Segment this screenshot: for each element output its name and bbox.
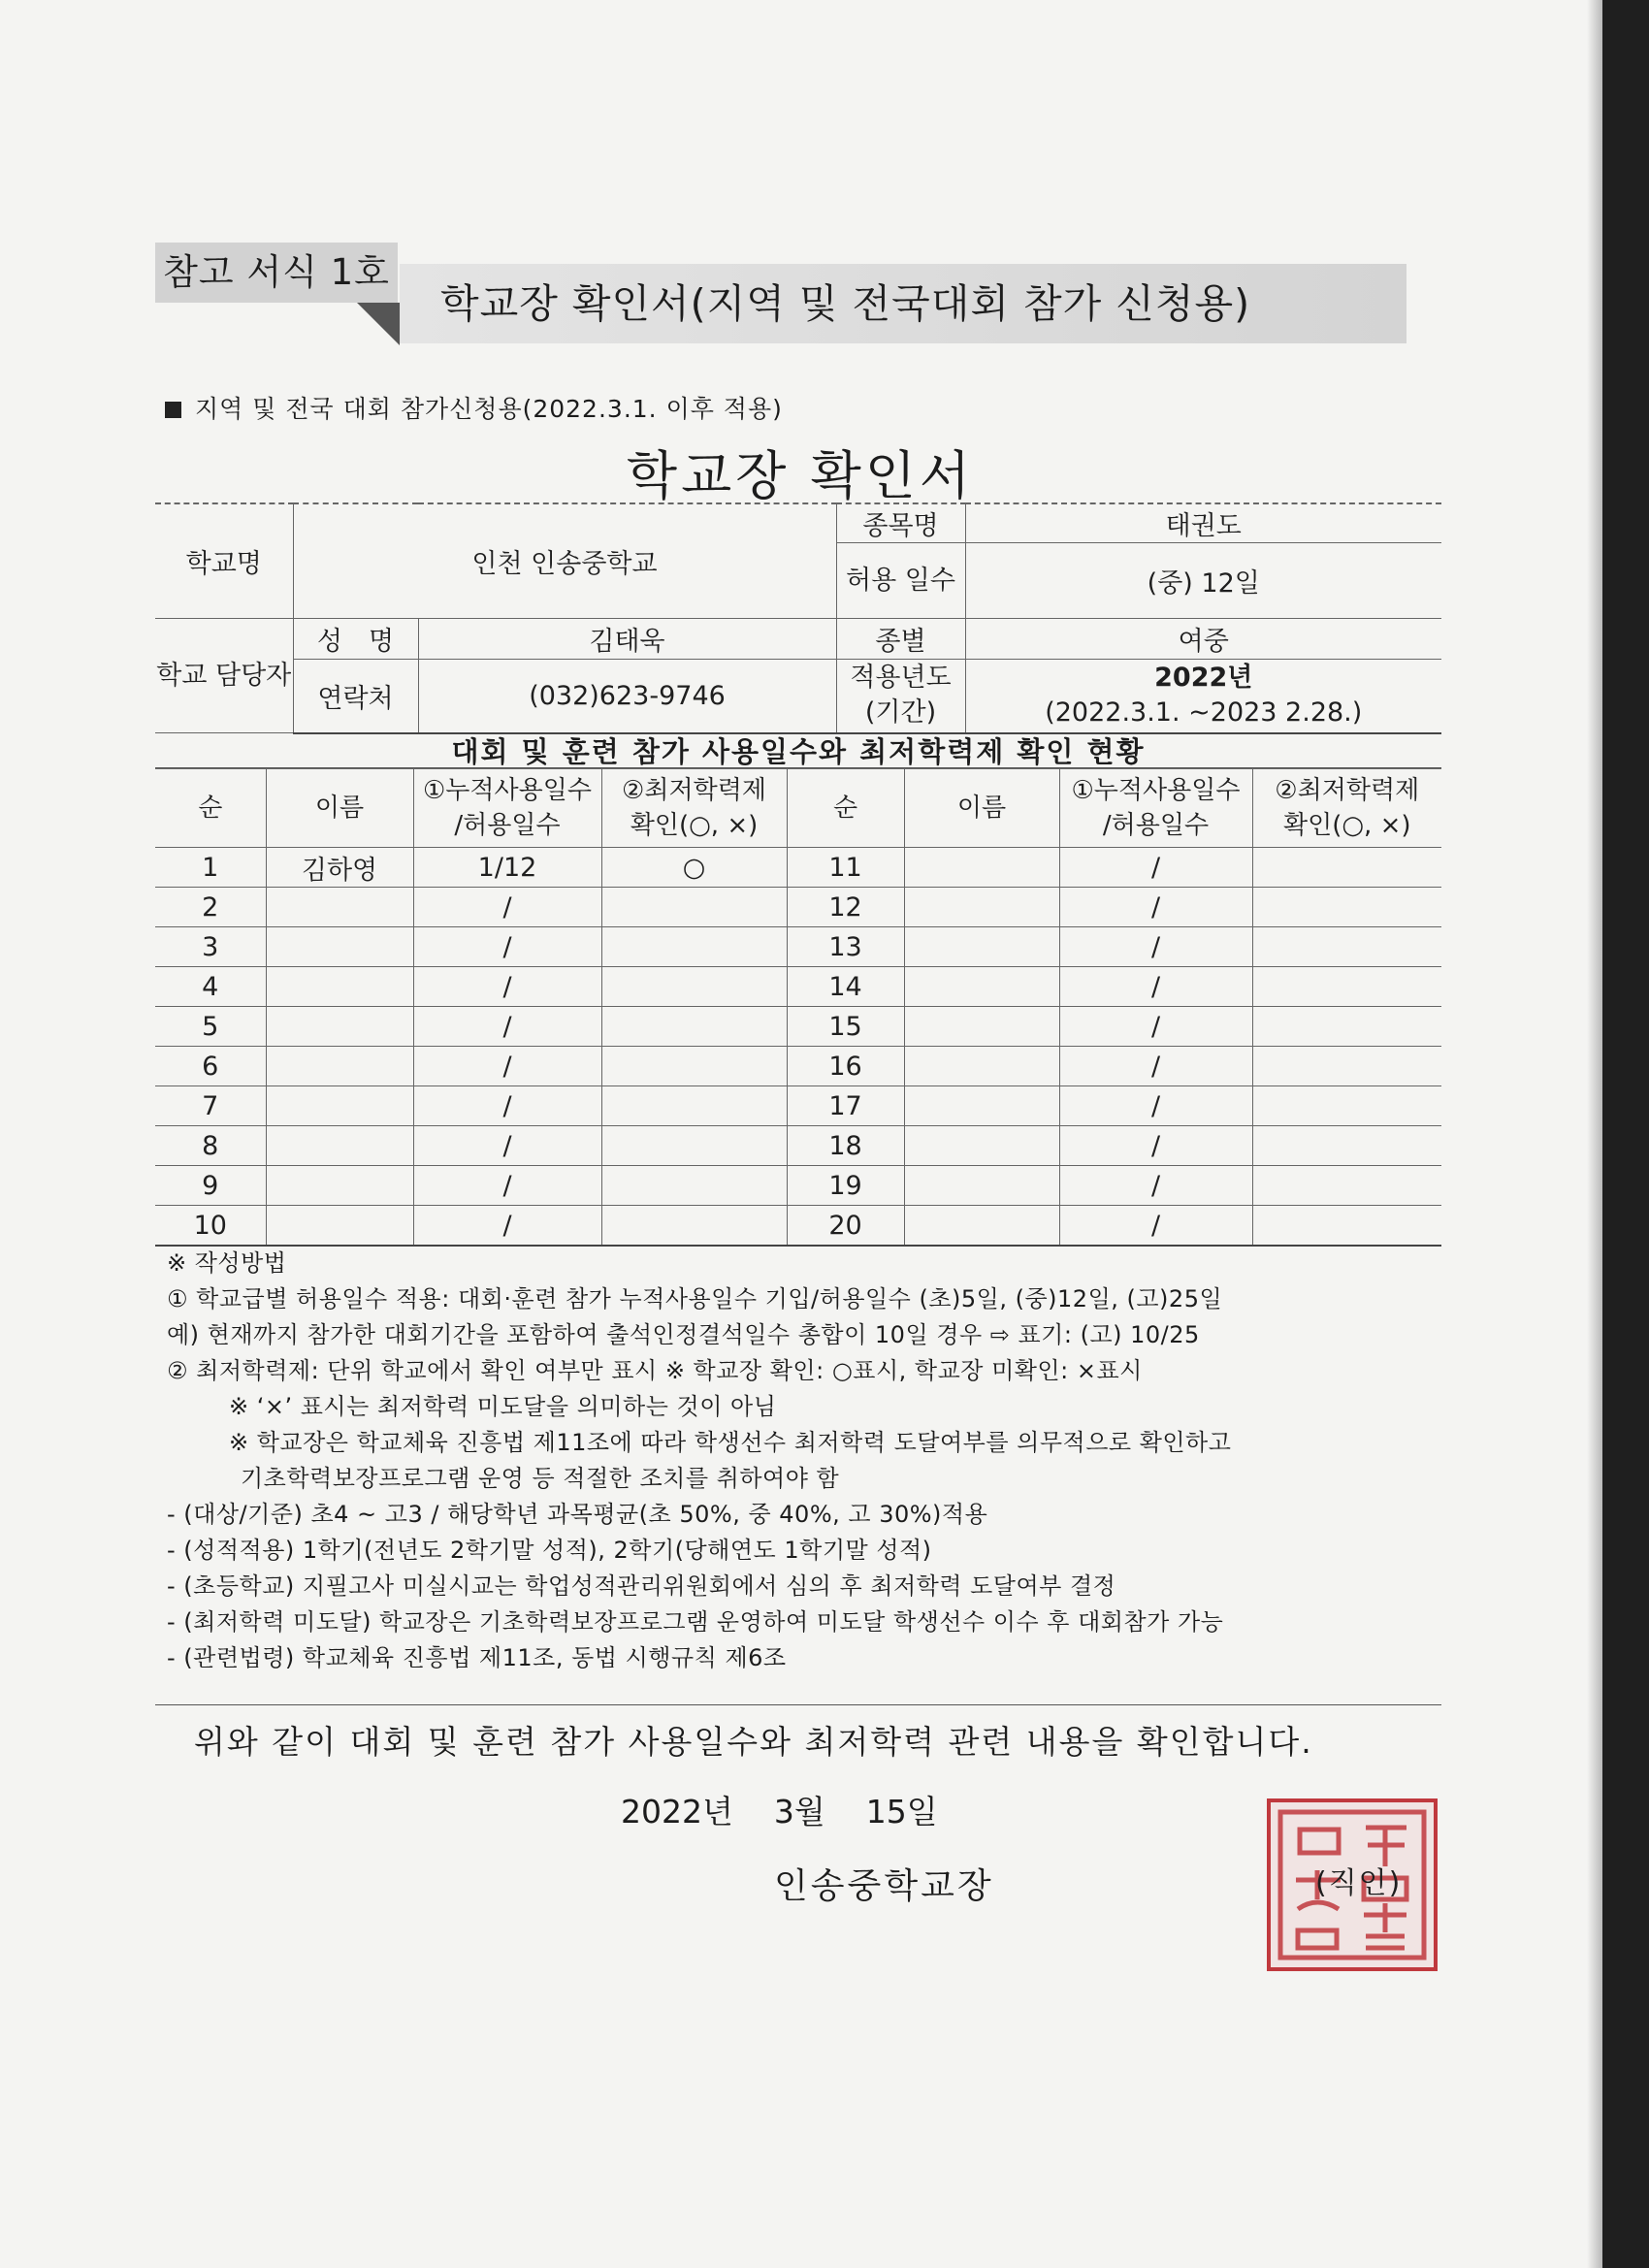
school-name-label: 학교명 xyxy=(155,503,293,619)
row-check xyxy=(1252,1086,1441,1126)
row-no: 4 xyxy=(155,967,266,1007)
row-no: 19 xyxy=(787,1166,904,1206)
manager-label: 학교 담당자 xyxy=(155,619,293,733)
row-name xyxy=(266,1206,413,1247)
issue-date xyxy=(621,1787,979,1832)
confirmation-statement: 위와 같이 대회 및 훈련 참가 사용일수와 최저학력 관련 내용을 확인합니다. xyxy=(194,1723,1313,1761)
row-name xyxy=(904,1047,1059,1086)
row-check xyxy=(601,1007,787,1047)
header-days-line2: /허용일수 xyxy=(1102,811,1210,840)
page-edge-shade xyxy=(1587,0,1602,2268)
contact-label: 연락처 xyxy=(293,660,418,733)
row-check xyxy=(601,1126,787,1166)
row-no: 13 xyxy=(787,927,904,967)
detail-elementary: - (초등학교) 지필고사 미실시교는 학업성적관리위원회에서 심의 후 최저학력 도달여부 결정 xyxy=(167,1572,1116,1600)
row-no: 8 xyxy=(155,1126,266,1166)
row-days: / xyxy=(1059,1166,1252,1206)
row-name xyxy=(904,1086,1059,1126)
event-label: 종목명 xyxy=(836,503,965,543)
header-days xyxy=(413,769,601,848)
row-no: 6 xyxy=(155,1047,266,1086)
row-days: / xyxy=(413,927,601,967)
note-1-example: 예) 현재까지 참가한 대회기간을 포함하여 출석인정결석일수 총합이 10일 경우 ⇨ 표기: (고) 10/25 xyxy=(167,1321,1200,1348)
row-check xyxy=(1252,927,1441,967)
row-no: 10 xyxy=(155,1206,266,1247)
date-day: 15일 xyxy=(865,1793,938,1831)
header-check xyxy=(601,769,787,848)
header-days-line2: /허용일수 xyxy=(454,811,561,840)
divider xyxy=(155,1704,1441,1705)
row-check xyxy=(1252,848,1441,888)
period-label: (기간) xyxy=(864,697,937,729)
table-row xyxy=(155,888,1441,927)
seal-label: (직인) xyxy=(1315,1866,1403,1900)
event-value: 태권도 xyxy=(965,503,1441,543)
note-1: ① 학교급별 허용일수 적용: 대회·훈련 참가 누적사용일수 기입/허용일수 (초)5일, (중)12일, (고)25일 xyxy=(167,1285,1223,1312)
row-name xyxy=(904,927,1059,967)
row-days: / xyxy=(413,888,601,927)
allowed-days-label: 허용 일수 xyxy=(836,543,965,619)
note-2-remark: ※ ‘×’ 표시는 최저학력 미도달을 의미하는 것이 아님 xyxy=(229,1393,777,1420)
row-days: / xyxy=(413,967,601,1007)
header-check-line1: ②최저학력제 xyxy=(622,776,766,805)
school-info-table xyxy=(155,502,1441,734)
row-no: 1 xyxy=(155,848,266,888)
row-check xyxy=(601,1166,787,1206)
row-name xyxy=(266,888,413,927)
row-days: / xyxy=(413,1047,601,1086)
row-name xyxy=(266,1086,413,1126)
row-check xyxy=(1252,1007,1441,1047)
row-days: / xyxy=(413,1206,601,1247)
row-name xyxy=(266,967,413,1007)
period-value: (2022.3.1. ~2023 2.28.) xyxy=(1045,697,1363,729)
row-name xyxy=(266,1166,413,1206)
sub-heading-text: 지역 및 전국 대회 참가신청용(2022.3.1. 이후 적용) xyxy=(195,395,783,423)
category-label: 종별 xyxy=(836,619,965,660)
manager-name-value: 김태욱 xyxy=(418,619,836,660)
contact-value: (032)623-9746 xyxy=(418,660,836,733)
row-check xyxy=(601,1206,787,1247)
table-row xyxy=(155,1166,1441,1206)
row-check xyxy=(601,967,787,1007)
table-row xyxy=(155,1047,1441,1086)
square-bullet-icon xyxy=(165,402,181,418)
table-row xyxy=(155,1206,1441,1247)
row-name xyxy=(904,1206,1059,1247)
row-days: / xyxy=(1059,848,1252,888)
row-no: 18 xyxy=(787,1126,904,1166)
row-no: 7 xyxy=(155,1086,266,1126)
row-no: 16 xyxy=(787,1047,904,1086)
row-days: / xyxy=(1059,1047,1252,1086)
sub-heading xyxy=(165,390,783,425)
row-name xyxy=(904,888,1059,927)
form-number-tag: 참고 서식 1호 xyxy=(155,243,398,303)
manager-name-label: 성 명 xyxy=(293,619,418,660)
row-name xyxy=(904,967,1059,1007)
row-name xyxy=(266,1007,413,1047)
row-name xyxy=(266,1126,413,1166)
year-value: 2022년 xyxy=(1154,663,1253,694)
document-title: 학교장 확인서 xyxy=(626,445,975,506)
row-check xyxy=(601,1086,787,1126)
row-days: / xyxy=(1059,1086,1252,1126)
note-3-continued: 기초학력보장프로그램 운영 등 적절한 조치를 취하여야 함 xyxy=(241,1465,840,1492)
row-check xyxy=(1252,1047,1441,1086)
principal-title: 인송중학교장 xyxy=(774,1866,994,1906)
row-days: / xyxy=(1059,967,1252,1007)
note-3: ※ 학교장은 학교체육 진흥법 제11조에 따라 학생선수 최저학력 도달여부를 의무적으로 확인하고 xyxy=(229,1429,1232,1456)
detail-below-minimum: - (최저학력 미도달) 학교장은 기초학력보장프로그램 운영하여 미도달 학생선수 이수 후 대회참가 가능 xyxy=(167,1608,1224,1636)
row-check xyxy=(1252,1126,1441,1166)
header-no: 순 xyxy=(155,769,266,848)
row-name xyxy=(904,1007,1059,1047)
note-2: ② 최저학력제: 단위 학교에서 확인 여부만 표시 ※ 학교장 확인: ○표시, 학교장 미확인: ×표시 xyxy=(167,1357,1143,1384)
row-check xyxy=(601,888,787,927)
row-days: / xyxy=(413,1166,601,1206)
table-row xyxy=(155,1086,1441,1126)
row-check xyxy=(601,1047,787,1086)
row-no: 9 xyxy=(155,1166,266,1206)
header-check-line1: ②최저학력제 xyxy=(1275,776,1420,805)
row-check xyxy=(601,927,787,967)
row-name xyxy=(904,848,1059,888)
row-days: / xyxy=(1059,888,1252,927)
row-no: 15 xyxy=(787,1007,904,1047)
year-label-cell xyxy=(836,660,965,733)
table-header-row xyxy=(155,769,1441,848)
row-days: / xyxy=(1059,1126,1252,1166)
scanner-edge xyxy=(1602,0,1649,2268)
table-row xyxy=(155,967,1441,1007)
header-days-line1: ①누적사용일수 xyxy=(1071,776,1241,805)
year-value-cell xyxy=(965,660,1441,733)
row-days: / xyxy=(1059,1206,1252,1247)
detail-grades: - (성적적용) 1학기(전년도 2학기말 성적), 2학기(당해연도 1학기말 성적) xyxy=(167,1537,932,1564)
row-check xyxy=(1252,1166,1441,1206)
notes-heading: ※ 작성방법 xyxy=(167,1249,287,1277)
form-title-bar: 학교장 확인서(지역 및 전국대회 참가 신청용) xyxy=(400,264,1406,343)
status-title: 대회 및 훈련 참가 사용일수와 최저학력제 확인 현황 xyxy=(155,730,1441,768)
detail-law: - (관련법령) 학교체육 진흥법 제11조, 동법 시행규칙 제6조 xyxy=(167,1644,787,1671)
participation-table xyxy=(155,768,1441,1247)
row-days: / xyxy=(413,1086,601,1126)
date-year: 2022년 xyxy=(621,1793,733,1831)
row-no: 11 xyxy=(787,848,904,888)
row-check: ○ xyxy=(601,848,787,888)
row-check xyxy=(1252,888,1441,927)
row-days: 1/12 xyxy=(413,848,601,888)
row-days: / xyxy=(413,1126,601,1166)
detail-target: - (대상/기준) 초4 ~ 고3 / 해당학년 과목평균(초 50%, 중 40%, 고 30%)적용 xyxy=(167,1501,988,1528)
row-days: / xyxy=(413,1007,601,1047)
row-name: 김하영 xyxy=(266,848,413,888)
title-corner-mark xyxy=(357,303,400,345)
header-days xyxy=(1059,769,1252,848)
header-check-line2: 확인(○, ×) xyxy=(1282,811,1411,840)
table-row xyxy=(155,1007,1441,1047)
header-name: 이름 xyxy=(266,769,413,848)
allowed-days-value: (중) 12일 xyxy=(965,543,1441,619)
table-row xyxy=(155,848,1441,888)
row-no: 12 xyxy=(787,888,904,927)
header-check xyxy=(1252,769,1441,848)
row-no: 3 xyxy=(155,927,266,967)
date-month: 3월 xyxy=(773,1793,825,1831)
instructions xyxy=(167,1246,1447,1676)
table-row xyxy=(155,927,1441,967)
year-label: 적용년도 xyxy=(850,663,952,694)
header-check-line2: 확인(○, ×) xyxy=(630,811,759,840)
row-name xyxy=(904,1126,1059,1166)
row-name xyxy=(266,927,413,967)
row-name xyxy=(904,1166,1059,1206)
row-check xyxy=(1252,1206,1441,1247)
header-name: 이름 xyxy=(904,769,1059,848)
row-no: 14 xyxy=(787,967,904,1007)
row-days: / xyxy=(1059,1007,1252,1047)
header-days-line1: ①누적사용일수 xyxy=(422,776,592,805)
row-days: / xyxy=(1059,927,1252,967)
header-no: 순 xyxy=(787,769,904,848)
row-check xyxy=(1252,967,1441,1007)
category-value: 여중 xyxy=(965,619,1441,660)
row-no: 17 xyxy=(787,1086,904,1126)
table-row xyxy=(155,1126,1441,1166)
row-name xyxy=(266,1047,413,1086)
row-no: 2 xyxy=(155,888,266,927)
school-name-value: 인천 인송중학교 xyxy=(293,503,836,619)
row-no: 5 xyxy=(155,1007,266,1047)
row-no: 20 xyxy=(787,1206,904,1247)
